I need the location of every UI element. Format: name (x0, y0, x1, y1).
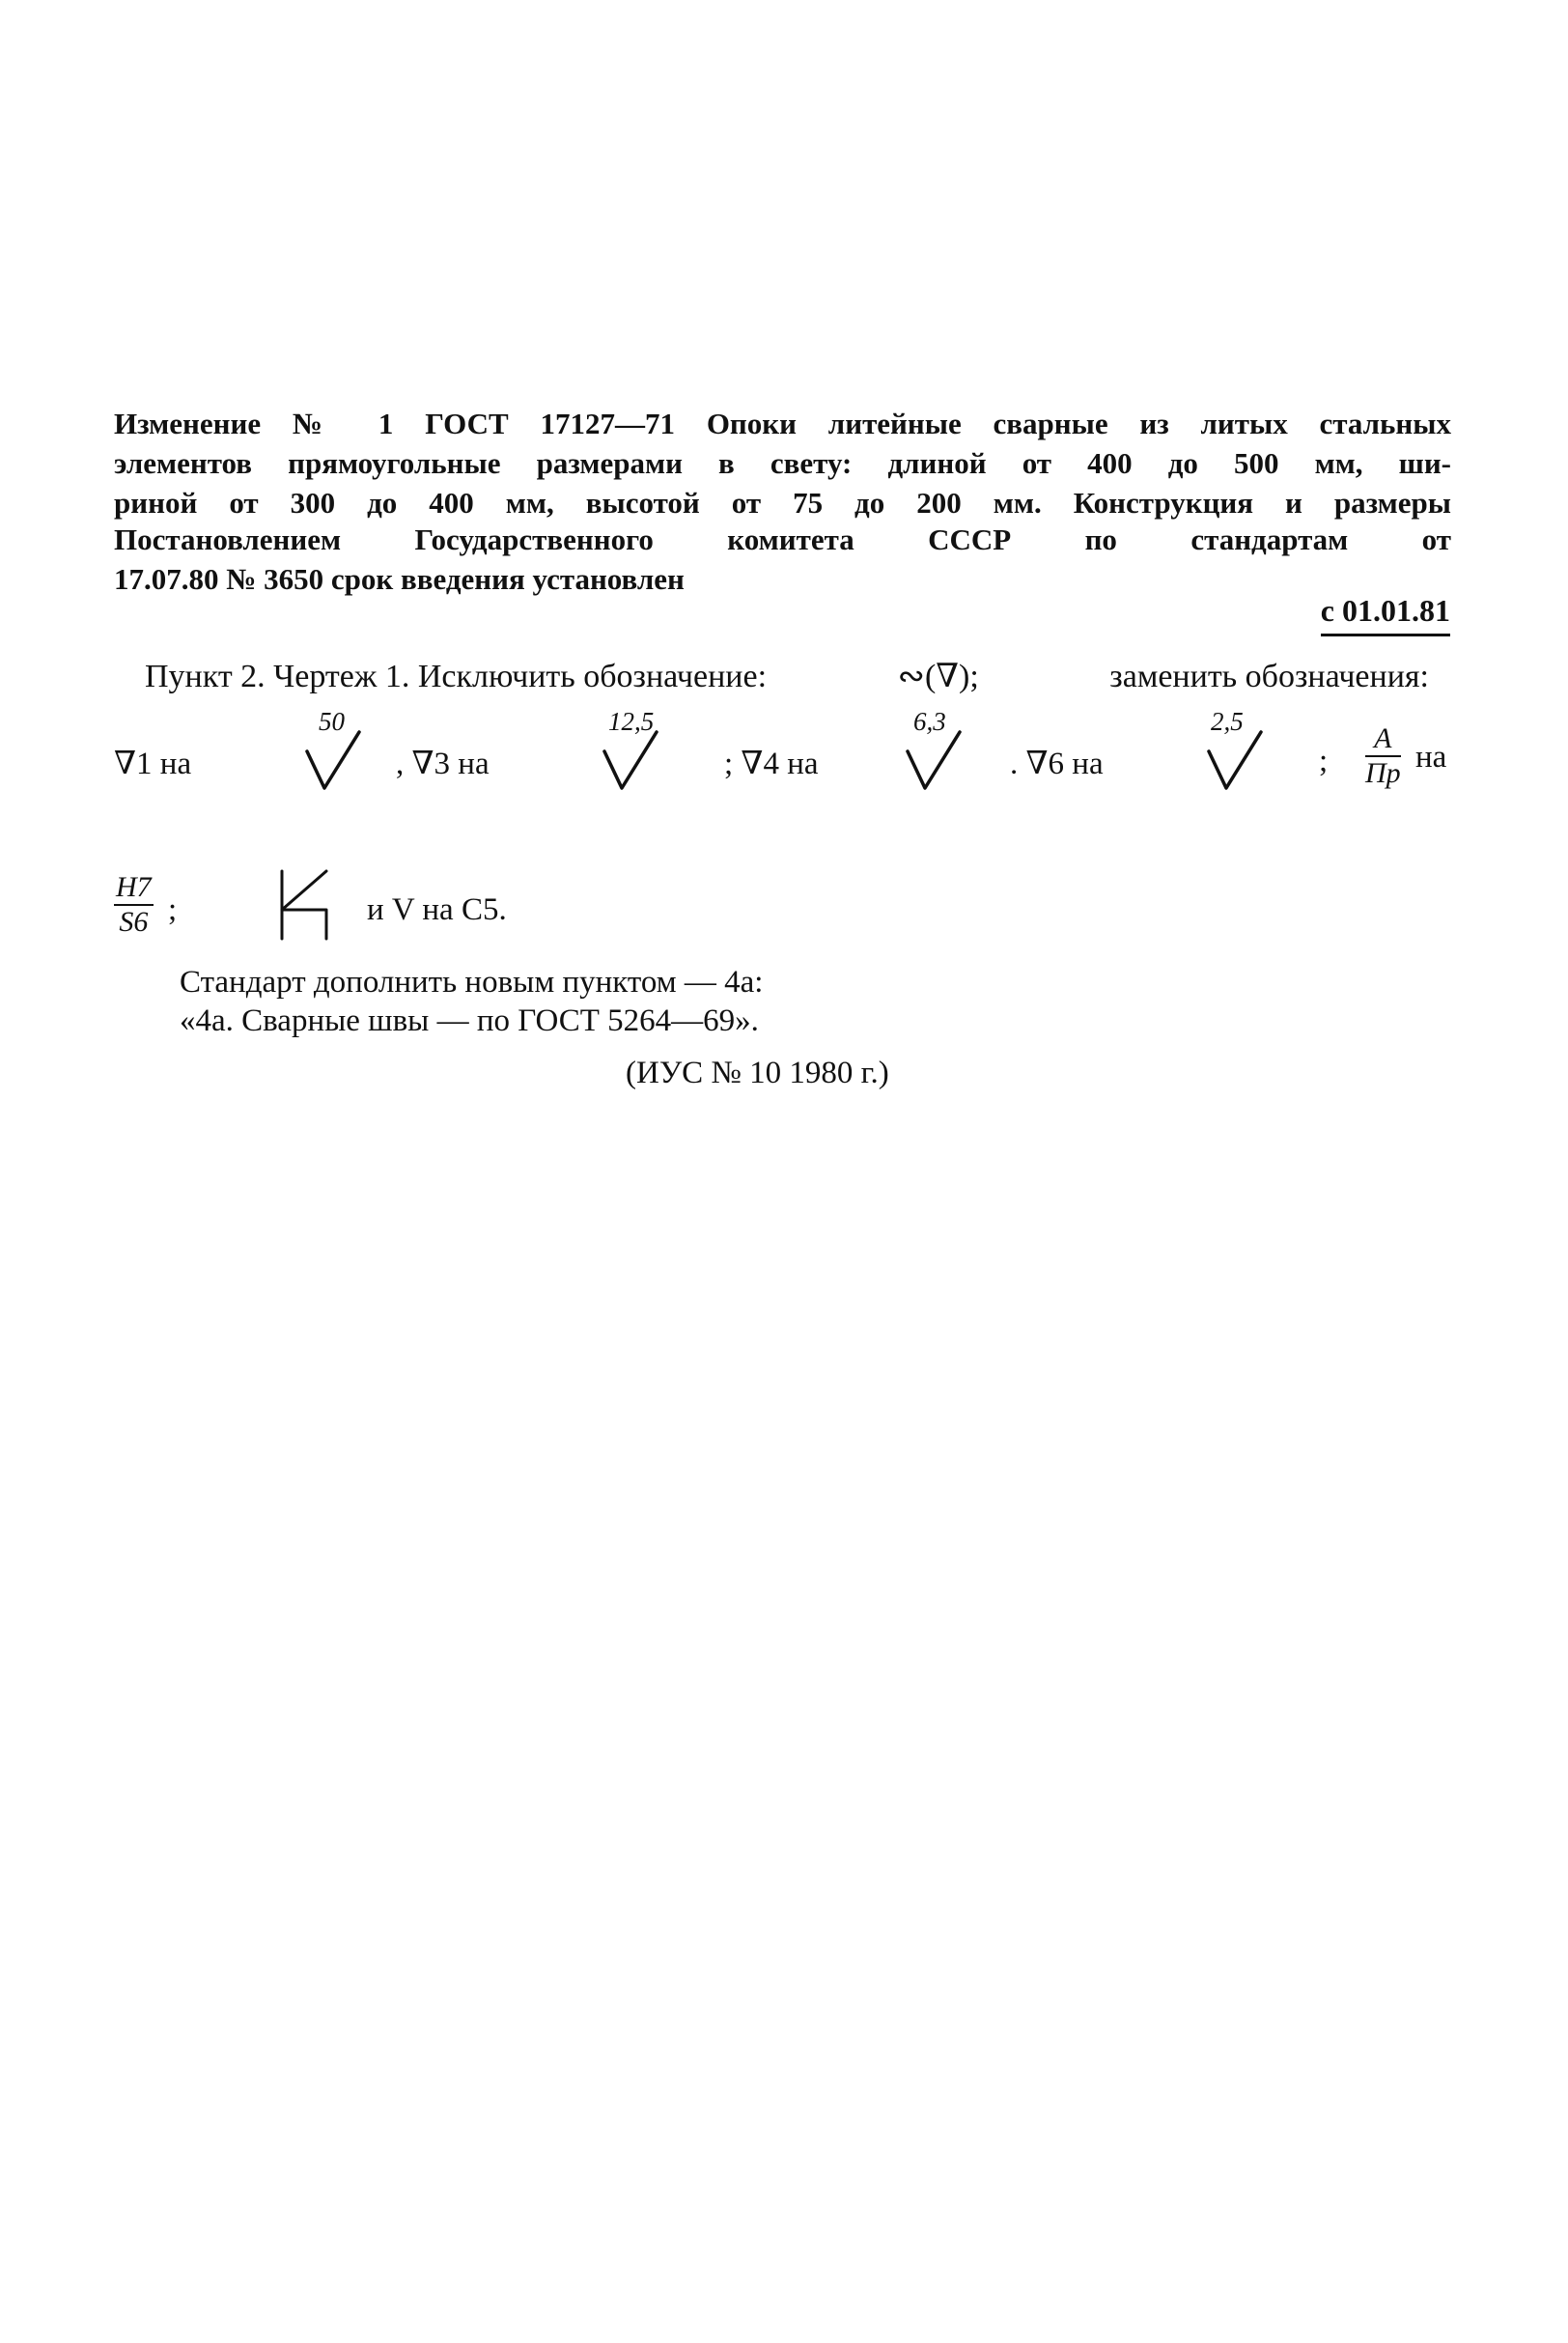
paragraph-item-2 (145, 657, 1429, 697)
roughness-value: 2,5 (1211, 707, 1244, 736)
resolution-text (114, 520, 1451, 599)
roughness-mark-12-5 (597, 707, 664, 792)
fraction-numerator: A (1365, 722, 1401, 757)
replace-from-4: . ∇6 на (1010, 747, 1104, 781)
paragraph-4a: «4а. Сварные швы — по ГОСТ 5264—69». (180, 1003, 759, 1038)
effective-date: с 01.01.81 (1321, 591, 1450, 636)
roughness-mark-6-3 (900, 707, 967, 792)
fit-separator: ; (168, 892, 178, 927)
heading-line-2: элементов прямоугольные размерами в свету: длиной от 400 до 500 мм, ши- (114, 446, 1451, 480)
paragraph-addition: Стандарт дополнить новым пунктом — 4а: (180, 965, 764, 1000)
heading-line-3: риной от 300 до 400 мм, высотой от 75 до 200 мм. Конструкция и размеры (114, 486, 1451, 520)
heading-line-4: Постановлением Государственного комитета СССР по стандартам от (114, 522, 1451, 556)
fraction-denominator: Пр (1365, 757, 1401, 789)
roughness-mark-50 (299, 707, 367, 792)
change-notice-heading (114, 404, 1451, 522)
fit-numerator: H7 (114, 871, 154, 906)
replace-from-1: ∇1 на (114, 747, 192, 781)
item-2-text: Пункт 2. Чертеж 1. Исключить обозначение: (145, 659, 768, 694)
fit-denominator: S6 (119, 906, 149, 938)
fit-replacement-row (114, 860, 790, 966)
roughness-replacement-row (114, 707, 1456, 802)
fraction-tail: на (1415, 740, 1447, 775)
source-reference: (ИУС № 10 1980 г.) (626, 1056, 889, 1090)
weld-symbol-icon (268, 865, 336, 943)
separator: ; (1319, 744, 1329, 778)
replace-from-3: ; ∇4 на (724, 747, 819, 781)
fit-fraction (114, 871, 154, 939)
replace-text: заменить обозначения: (1109, 659, 1429, 694)
roughness-mark-2-5 (1201, 707, 1269, 792)
excluded-symbol: ∾(∇); (897, 659, 979, 694)
c5-replacement: и V на C5. (367, 892, 507, 927)
heading-line-1: Изменение № 1 ГОСТ 17127—71 Опоки литейные сварные из литых стальных (114, 407, 1451, 440)
roughness-value: 6,3 (913, 707, 946, 736)
fraction-a-pr (1365, 722, 1401, 790)
heading-line-5: 17.07.80 № 3650 срок введения установлен (114, 562, 685, 596)
replace-from-2: , ∇3 на (396, 747, 490, 781)
roughness-value: 12,5 (608, 707, 655, 736)
roughness-value: 50 (319, 707, 345, 736)
